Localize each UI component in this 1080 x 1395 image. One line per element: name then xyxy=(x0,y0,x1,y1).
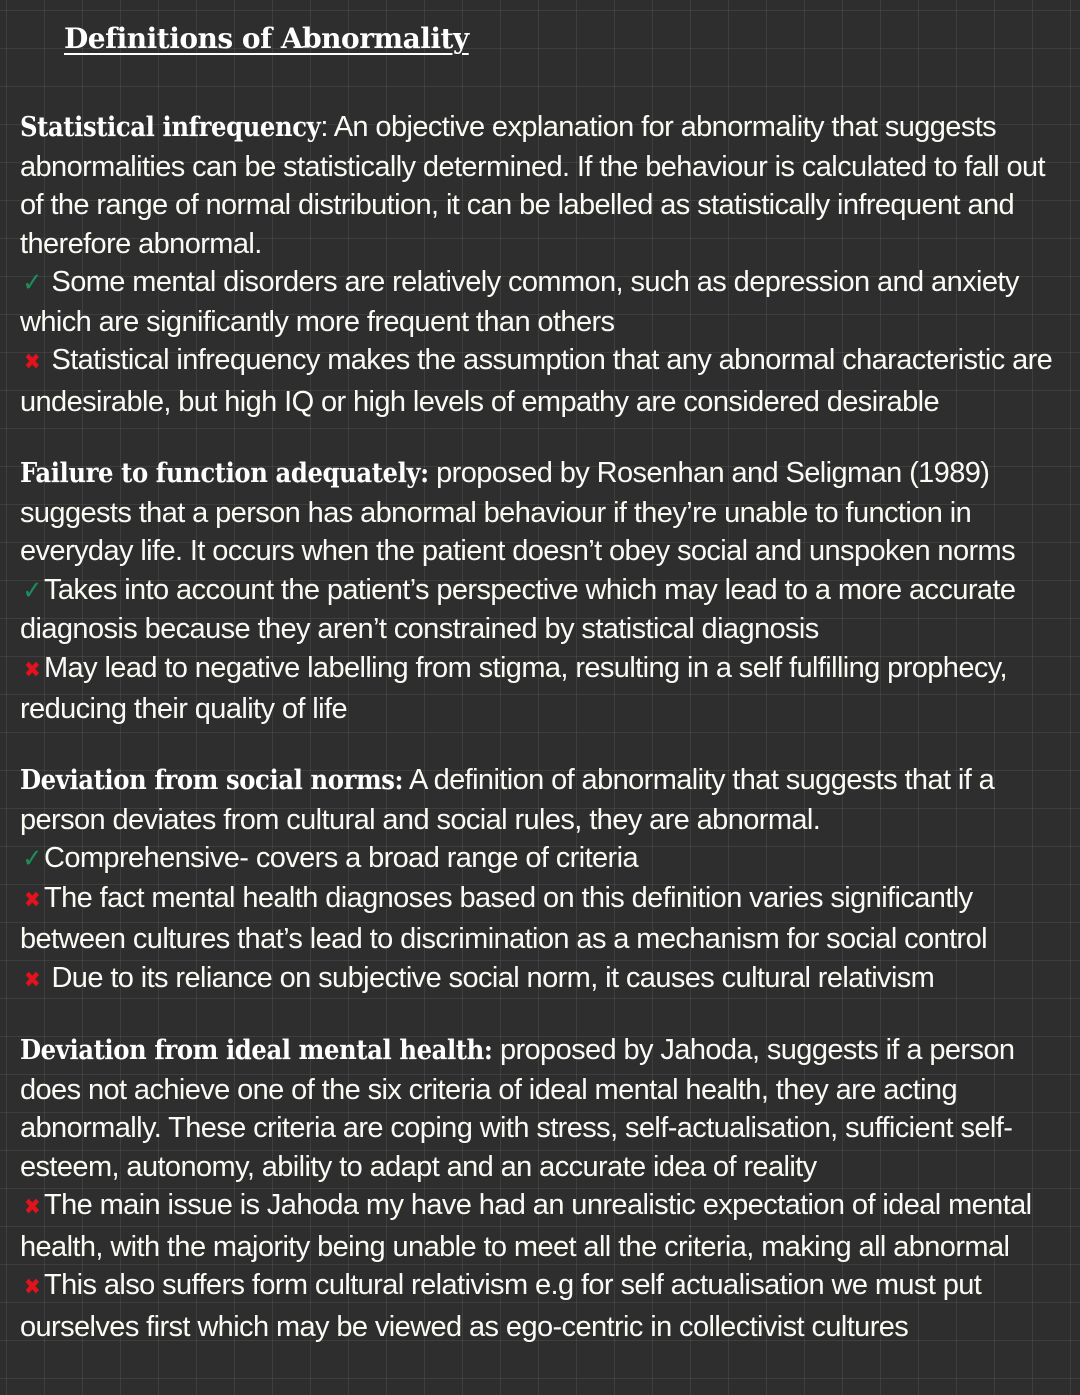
strength-point xyxy=(20,571,1075,649)
section-deviation-ideal-mental-health xyxy=(20,1031,1075,1346)
cross-icon: ✖ xyxy=(24,967,40,993)
point-text: Takes into account the patient’s perspective which may lead to a more accurate diagnosis because they aren’t constrained by statistical diagnosis xyxy=(20,573,1016,645)
cross-icon: ✖ xyxy=(24,1195,40,1220)
strength-point xyxy=(20,263,1075,341)
limitation-point xyxy=(20,341,1075,421)
definition-paragraph xyxy=(20,108,1075,263)
section-heading: Deviation from ideal mental health: xyxy=(20,1035,493,1066)
point-text: The fact mental health diagnoses based on this definition varies significantly between cultures that’s lead to discrimination as a mechanism for social control xyxy=(20,881,987,955)
section-heading: Statistical infrequency xyxy=(20,112,321,143)
cross-icon: ✖ xyxy=(24,657,40,683)
section-heading: Failure to function adequately: xyxy=(20,458,429,489)
definition-paragraph xyxy=(20,1031,1075,1186)
definition-text: A definition of abnormality that suggests that if a person deviates from cultural and social rules, they are abnormal. xyxy=(20,764,995,836)
point-text: Statistical infrequency makes the assumption that any abnormal characteristic are undesirable, but high IQ or high levels of empathy are considered desirable xyxy=(20,344,1053,418)
point-text: This also suffers form cultural relativism e.g for self actualisation we must put ourselves first which may be viewed as ego-centric in collectivist cultures xyxy=(20,1269,982,1343)
limitation-point xyxy=(20,1186,1075,1266)
point-text: Some mental disorders are relatively common, such as depression and anxiety which are significantly more frequent than others xyxy=(20,266,1019,338)
page-title: Definitions of Abnormality xyxy=(64,22,469,55)
section-failure-to-function xyxy=(20,454,1075,729)
limitation-point xyxy=(20,1266,1075,1346)
definition-text: proposed by Rosenhan and Seligman (1989) suggests that a person has abnormal behaviour if they’re unable to function in everyday life. It occurs when the patient doesn’t obey social and unspoken norms xyxy=(20,457,1015,567)
cross-icon: ✖ xyxy=(24,887,40,913)
heading-separator: : xyxy=(320,111,334,143)
cross-icon: ✖ xyxy=(24,1275,40,1300)
strength-point xyxy=(20,839,1075,879)
heading-separator xyxy=(492,1034,499,1066)
section-deviation-social-norms xyxy=(20,761,1075,1000)
section-heading: Deviation from social norms: xyxy=(20,765,404,796)
check-icon: ✓ xyxy=(22,268,42,298)
point-text: Due to its reliance on subjective social norm, it causes cultural relativism xyxy=(44,961,935,994)
limitation-point xyxy=(20,649,1075,729)
point-text: The main issue is Jahoda my have had an unrealistic expectation of ideal mental health, with the majority being unable to meet all the criteria, making all abnormal xyxy=(20,1189,1032,1263)
cross-icon: ✖ xyxy=(24,350,40,375)
definition-text: An objective explanation for abnormality that suggests abnormalities can be statistically determined. If the behaviour is calculated to fall out of the range of normal distribution, it can be labelled as statistically infrequent and therefore abnormal. xyxy=(20,111,1046,260)
definition-paragraph xyxy=(20,454,1075,571)
limitation-point xyxy=(20,879,1075,959)
section-statistical-infrequency xyxy=(20,108,1075,421)
point-text: Comprehensive- covers a broad range of criteria xyxy=(44,842,638,874)
point-text: May lead to negative labelling from stigma, resulting in a self fulfilling prophecy, reducing their quality of life xyxy=(20,651,1007,725)
definition-text: proposed by Jahoda, suggests if a person does not achieve one of the six criteria of ideal mental health, they are acting abnormally. These criteria are coping with stress, self-actualisation, sufficient self-esteem, autonomy, ability to adapt and an accurate idea of reality xyxy=(20,1034,1015,1183)
check-icon: ✓ xyxy=(22,575,42,606)
definition-paragraph xyxy=(20,761,1075,839)
limitation-point xyxy=(20,959,1075,1001)
check-icon: ✓ xyxy=(22,844,42,874)
